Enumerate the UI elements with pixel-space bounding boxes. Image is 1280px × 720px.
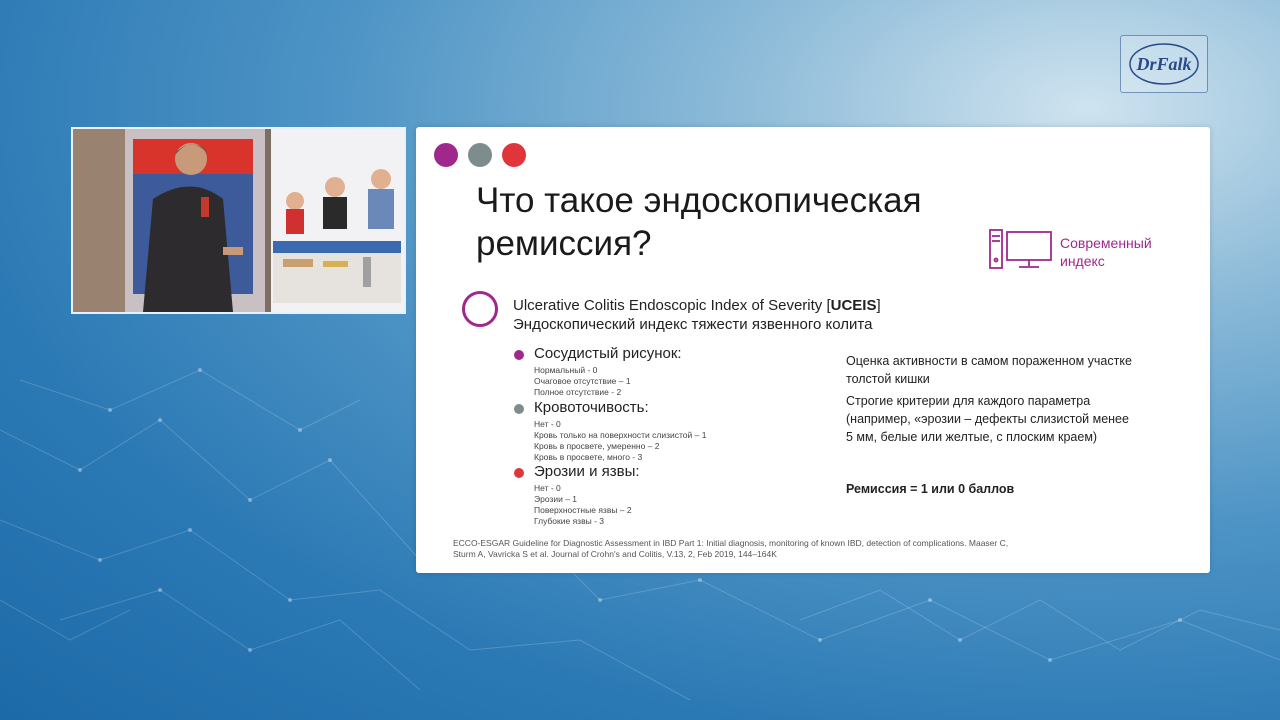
uceis-abbr: UCEIS xyxy=(830,297,877,314)
title-line-1: Что такое эндоскопическая xyxy=(476,181,922,220)
uceis-heading: Ulcerative Colitis Endoscopic Index of Severity [UCEIS] Эндоскопический индекс тяжести язвенного колита xyxy=(513,296,1013,334)
reference-citation: ECCO-ESGAR Guideline for Diagnostic Assessment in IBD Part 1: Initial diagnosis, monitoring of known IBD, detection of complications. Maaser C, Sturm A, Vavricka S et al. Journal of Crohn's and Colitis, V.13, 2, Feb 2019, 144–164K xyxy=(453,538,1009,559)
speaker-video xyxy=(71,127,406,314)
uceis-russian: Эндоскопический индекс тяжести язвенного колита xyxy=(513,316,873,333)
remission-note: Ремиссия = 1 или 0 баллов xyxy=(846,482,1015,496)
param-items: Нет - 0 Кровь только на поверхности слизистой – 1 Кровь в просвете, умеренно – 2 Кровь в просвете, много - 3 xyxy=(534,419,707,462)
drfalk-logo xyxy=(1120,35,1208,93)
param-erosions: Эрозии и язвы: Нет - 0 Эрозии – 1 Поверхностные язвы – 2 Глубокие язвы - 3 xyxy=(514,463,834,523)
param-items: Нет - 0 Эрозии – 1 Поверхностные язвы – 2 Глубокие язвы - 3 xyxy=(534,483,632,526)
slide-title xyxy=(476,179,996,265)
modern-index-label: Современный индекс xyxy=(1060,235,1152,269)
bullet-icon xyxy=(514,404,524,414)
title-line-2: ремиссия? xyxy=(476,224,652,263)
param-vascular: Сосудистый рисунок: Нормальный - 0 Очаговое отсутствие – 1 Полное отсутствие - 2 xyxy=(514,345,834,395)
param-bleeding: Кровоточивость: Нет - 0 Кровь только на поверхности слизистой – 1 Кровь в просвете, умеренно – 2 Кровь в просвете, много - 3 xyxy=(514,399,834,459)
purple-dot xyxy=(434,143,458,167)
computer-icon xyxy=(988,227,1054,273)
criteria-note: Строгие критерии для каждого параметра (например, «эрозии – дефекты слизистой менее 5 мм, белые или желтые, с плоским краем) xyxy=(846,394,1129,444)
bullet-icon xyxy=(514,350,524,360)
logo-text: DrFalk xyxy=(1136,54,1192,74)
activity-note: Оценка активности в самом пораженном участке толстой кишки xyxy=(846,354,1132,386)
param-items: Нормальный - 0 Очаговое отсутствие – 1 Полное отсутствие - 2 xyxy=(534,365,631,397)
bullet-icon xyxy=(514,468,524,478)
grey-dot xyxy=(468,143,492,167)
modern-index-block xyxy=(988,227,1188,277)
circle-icon xyxy=(462,291,498,327)
red-dot xyxy=(502,143,526,167)
presentation-slide xyxy=(416,127,1210,573)
